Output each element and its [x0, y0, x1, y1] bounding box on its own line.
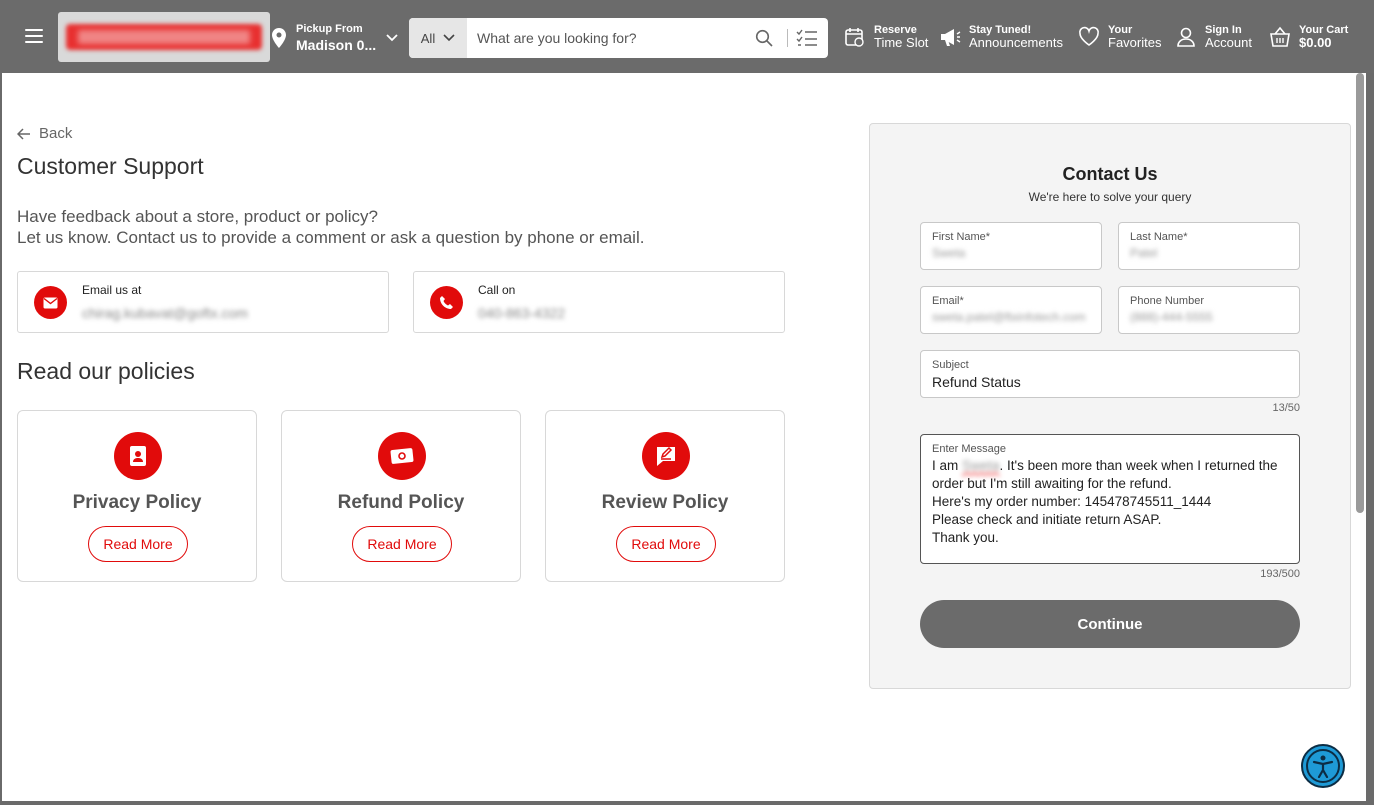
subject-field[interactable] — [920, 350, 1300, 398]
email-card[interactable] — [17, 271, 389, 333]
call-value: 040-863-4322 — [478, 305, 566, 321]
back-link[interactable] — [17, 125, 72, 142]
message-text — [932, 457, 1291, 547]
page-title: Customer Support — [17, 153, 204, 179]
money-icon — [378, 432, 426, 480]
form-subtitle: We're here to solve your query — [1028, 190, 1192, 204]
basket-icon — [1269, 26, 1291, 48]
pickup-store-selector[interactable] — [272, 20, 398, 56]
search-input[interactable] — [467, 18, 755, 58]
accessibility-icon — [1306, 749, 1340, 783]
announce-big-label: Announcements — [969, 35, 1063, 51]
message-line-1-prefix: I am — [932, 458, 963, 473]
accessibility-button[interactable] — [1301, 744, 1345, 788]
reserve-small-label: Reserve — [874, 24, 917, 36]
continue-button[interactable]: Continue — [920, 600, 1300, 648]
message-label: Enter Message — [932, 443, 1006, 455]
store-logo[interactable] — [58, 12, 270, 62]
signin-big-label: Account — [1205, 35, 1252, 51]
refund-policy-card — [281, 410, 521, 582]
last-name-value: Patel — [1130, 246, 1158, 260]
message-line-5: Thank you. — [932, 530, 999, 545]
id-badge-icon — [114, 432, 162, 480]
phone-card[interactable] — [413, 271, 785, 333]
cart[interactable] — [1269, 24, 1348, 50]
chevron-down-icon — [386, 34, 398, 42]
first-name-field[interactable] — [920, 222, 1102, 270]
cart-small-label: Your Cart — [1299, 24, 1349, 36]
search-category-select[interactable] — [409, 18, 467, 58]
message-line-4: Please check and initiate return ASAP. — [932, 512, 1162, 527]
review-read-more-button[interactable]: Read More — [616, 526, 716, 562]
message-line-2: order but I'm still awaiting for the refund. — [932, 476, 1172, 491]
reserve-time-slot[interactable] — [844, 24, 928, 50]
review-policy-card — [545, 410, 785, 582]
intro-line-2: Let us know. Contact us to provide a comment or ask a question by phone or email. — [17, 228, 645, 247]
reserve-big-label: Time Slot — [874, 35, 929, 51]
subject-value: Refund Status — [932, 374, 1021, 390]
back-label: Back — [39, 125, 73, 142]
search-divider — [787, 29, 788, 47]
announce-small-label: Stay Tuned! — [969, 24, 1032, 36]
fav-big-label: Favorites — [1108, 35, 1162, 51]
subject-counter: 13/50 — [1272, 402, 1300, 414]
intro-line-1: Have feedback about a store, product or policy? — [17, 207, 378, 226]
search-category-label: All — [420, 30, 436, 46]
calendar-icon — [844, 26, 866, 48]
email-field-value: sweta.patel@ftxinfotech.com — [932, 310, 1086, 324]
pickup-store-name: Madison 0... — [296, 37, 377, 53]
cart-total: $0.00 — [1299, 35, 1332, 51]
phone-field-label: Phone Number — [1130, 295, 1204, 307]
menu-icon[interactable] — [25, 29, 43, 45]
message-redacted-name: Sweta — [962, 458, 1000, 473]
privacy-policy-card — [17, 410, 257, 582]
call-label: Call on — [478, 283, 516, 297]
email-label: Email us at — [82, 283, 142, 297]
phone-field[interactable] — [1118, 286, 1300, 334]
subject-label: Subject — [932, 359, 969, 371]
intro-text — [17, 206, 644, 248]
first-name-value: Sweta — [932, 246, 966, 260]
user-icon — [1175, 26, 1197, 48]
location-pin-icon — [272, 28, 286, 48]
message-counter: 193/500 — [1260, 568, 1300, 580]
sign-in-account[interactable] — [1175, 24, 1252, 50]
last-name-field[interactable] — [1118, 222, 1300, 270]
form-title: Contact Us — [1062, 164, 1158, 184]
signin-small-label: Sign In — [1205, 24, 1242, 36]
announcements[interactable] — [939, 24, 1063, 50]
email-field[interactable] — [920, 286, 1102, 334]
shopping-list-icon[interactable] — [796, 29, 818, 47]
heart-icon — [1078, 26, 1100, 48]
page-scrollbar[interactable] — [1356, 73, 1364, 513]
last-name-label: Last Name* — [1130, 231, 1188, 243]
megaphone-icon — [939, 26, 961, 48]
message-line-3: Here's my order number: 145478745511_1444 — [932, 494, 1212, 509]
email-field-label: Email* — [932, 295, 964, 307]
pickup-label: Pickup From — [296, 23, 363, 35]
policy-name: Refund Policy — [337, 492, 465, 513]
arrow-left-icon — [17, 128, 31, 140]
policy-name: Review Policy — [601, 492, 729, 513]
policy-name: Privacy Policy — [72, 492, 202, 513]
phone-field-value: (888)-444-5555 — [1130, 310, 1213, 324]
phone-icon — [430, 286, 463, 319]
review-edit-icon — [642, 432, 690, 480]
chevron-down-icon — [443, 34, 455, 42]
message-line-1-suffix: . It's been more than week when I returned the — [999, 458, 1278, 473]
search-icon[interactable] — [755, 29, 773, 47]
message-textarea[interactable] — [920, 434, 1300, 564]
first-name-label: First Name* — [932, 231, 991, 243]
email-icon — [34, 286, 67, 319]
top-header — [0, 0, 1374, 73]
contact-form — [869, 123, 1351, 689]
policies-title: Read our policies — [17, 358, 195, 384]
privacy-read-more-button[interactable]: Read More — [88, 526, 188, 562]
refund-read-more-button[interactable]: Read More — [352, 526, 452, 562]
favorites[interactable] — [1078, 24, 1161, 50]
fav-small-label: Your — [1108, 24, 1133, 36]
email-value: chirag.kubavat@goftx.com — [82, 305, 248, 321]
search-bar — [409, 18, 828, 58]
